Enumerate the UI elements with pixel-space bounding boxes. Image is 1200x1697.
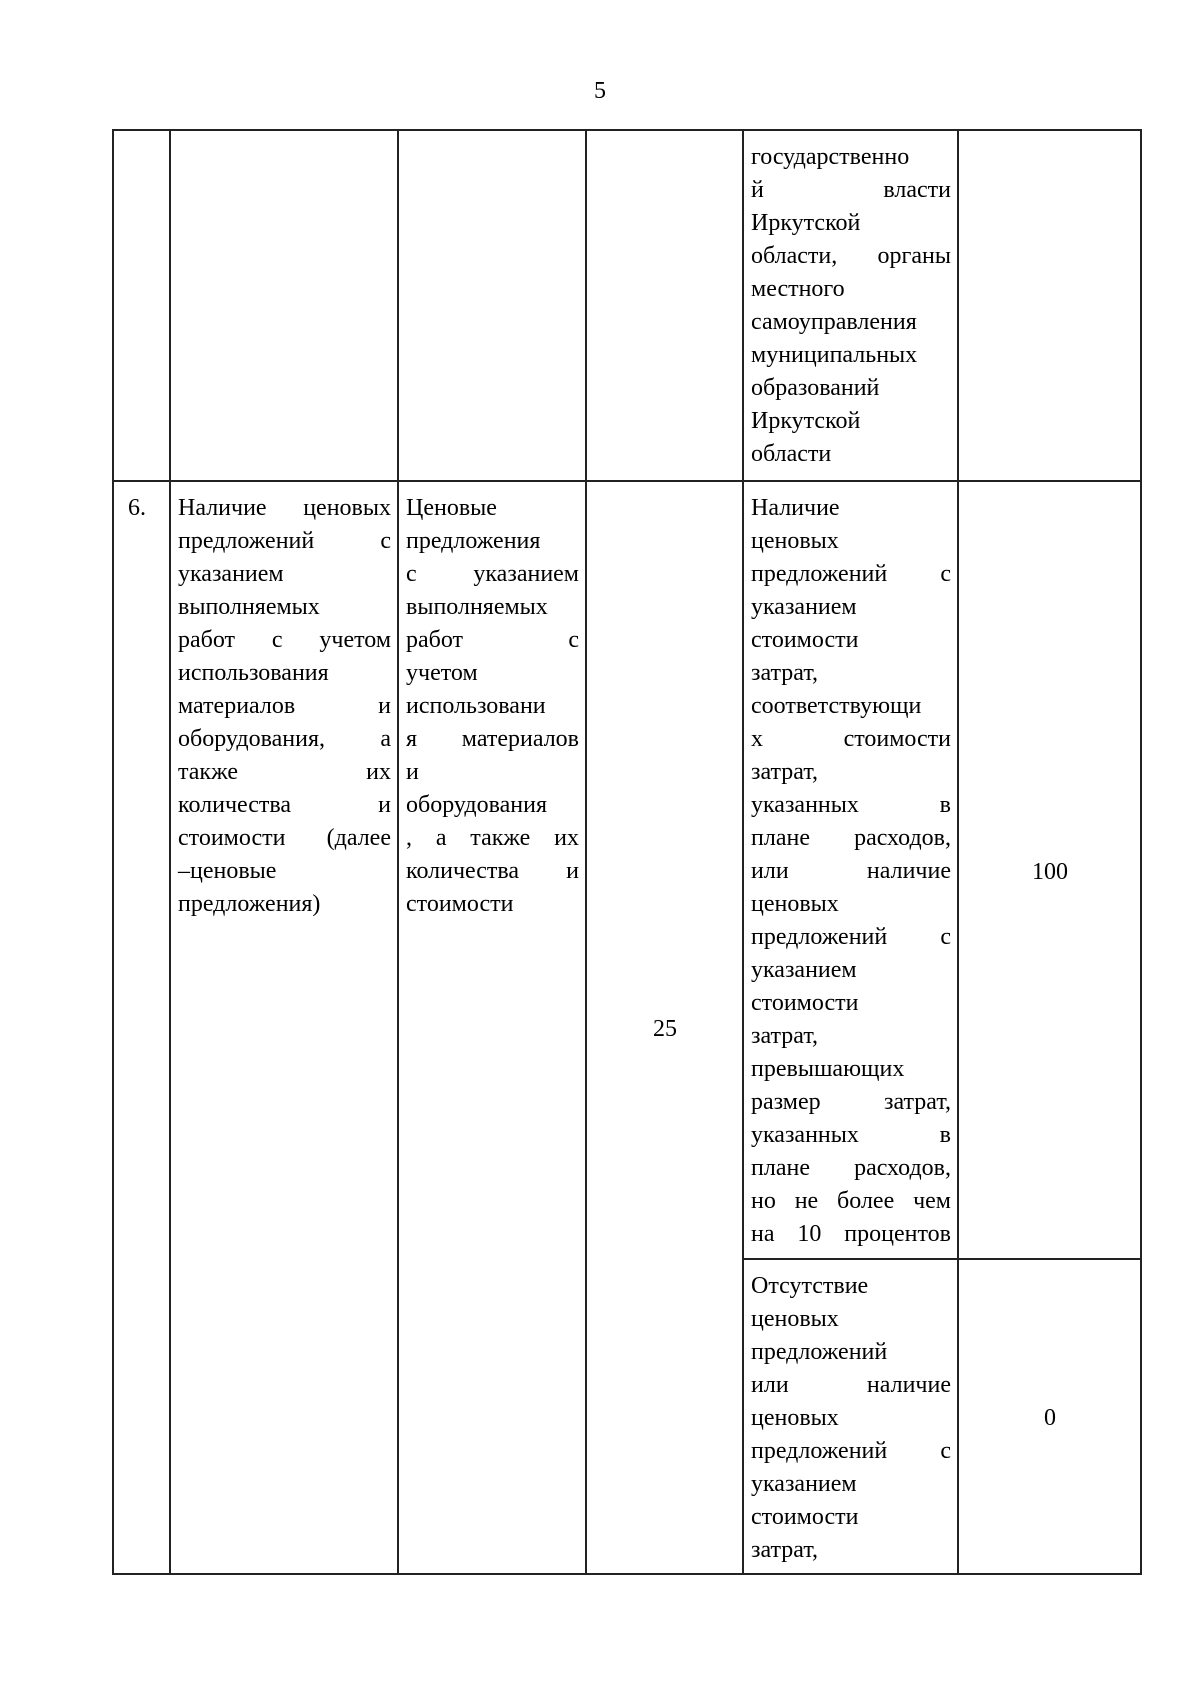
text-line: –ценовые bbox=[178, 858, 277, 884]
text-line: муниципальных bbox=[751, 342, 918, 368]
text-line: Иркутской bbox=[751, 408, 861, 434]
text-line: и bbox=[406, 759, 419, 785]
cell-option-2 bbox=[743, 1259, 958, 1574]
text-line: оборудования bbox=[406, 792, 547, 818]
option-2-text bbox=[751, 1270, 951, 1567]
cell-weight-empty bbox=[586, 130, 743, 481]
text-line: или наличие bbox=[751, 1372, 951, 1398]
text-line: Наличие ценовых bbox=[178, 495, 391, 521]
text-line: ценовых bbox=[751, 891, 839, 917]
page-number: 5 bbox=[594, 78, 606, 104]
text-line: на 10 процентов bbox=[751, 1221, 951, 1247]
text-line: местного bbox=[751, 276, 845, 302]
text-line: предложений с bbox=[751, 1438, 951, 1464]
text-line: выполняемых bbox=[406, 594, 548, 620]
text-line: предложений с bbox=[751, 561, 951, 587]
text-line: стоимости (далее bbox=[178, 825, 391, 851]
table-row-continuation bbox=[113, 130, 1141, 481]
text-line: предложений bbox=[751, 1339, 888, 1365]
text-line: использования bbox=[178, 660, 329, 686]
text-line: области bbox=[751, 441, 832, 467]
text-line: затрат, bbox=[751, 1537, 819, 1563]
text-line: затрат, bbox=[751, 660, 819, 686]
cell-score-1: 100 bbox=[958, 481, 1141, 1259]
text-line: материалов и bbox=[178, 693, 391, 719]
cell-criterion-empty bbox=[170, 130, 398, 481]
cell-criterion bbox=[170, 481, 398, 1574]
text-line: , а также их bbox=[406, 825, 579, 851]
text-line: указанием bbox=[751, 957, 857, 983]
cell-number-empty bbox=[113, 130, 170, 481]
text-line: указанием bbox=[751, 594, 857, 620]
text-line: работ с bbox=[406, 627, 579, 653]
text-line: или наличие bbox=[751, 858, 951, 884]
text-line: х стоимости bbox=[751, 726, 951, 752]
text-line: количества и bbox=[178, 792, 391, 818]
text-line: указанных в bbox=[751, 792, 951, 818]
cell-score-2: 0 bbox=[958, 1259, 1141, 1574]
option-1-text bbox=[751, 492, 951, 1251]
text-line: плане расходов, bbox=[751, 825, 951, 851]
option-text bbox=[751, 141, 951, 471]
text-line: учетом bbox=[406, 660, 478, 686]
table-row-6 bbox=[113, 481, 1141, 1259]
text-line: образований bbox=[751, 375, 880, 401]
cell-document bbox=[398, 481, 586, 1574]
text-line: стоимости bbox=[406, 891, 514, 917]
document-text bbox=[406, 492, 579, 921]
text-line: затрат, bbox=[751, 759, 819, 785]
text-line: предложений с bbox=[178, 528, 391, 554]
text-line: стоимости bbox=[751, 627, 859, 653]
text-line: плане расходов, bbox=[751, 1155, 951, 1181]
text-line: выполняемых bbox=[178, 594, 320, 620]
cell-option-1 bbox=[743, 481, 958, 1259]
text-line: предложения) bbox=[178, 891, 321, 917]
text-line: области, органы bbox=[751, 243, 951, 269]
text-line: предложений с bbox=[751, 924, 951, 950]
text-line: Наличие bbox=[751, 495, 840, 521]
text-line: количества и bbox=[406, 858, 579, 884]
text-line: также их bbox=[178, 759, 391, 785]
text-line: Отсутствие bbox=[751, 1273, 869, 1299]
text-line: самоуправления bbox=[751, 309, 917, 335]
text-line: стоимости bbox=[751, 990, 859, 1016]
text-line: й власти bbox=[751, 177, 951, 203]
text-line: стоимости bbox=[751, 1504, 859, 1530]
text-line: затрат, bbox=[751, 1023, 819, 1049]
text-line: указанием bbox=[751, 1471, 857, 1497]
text-line: государственно bbox=[751, 144, 910, 170]
text-line: ценовых bbox=[751, 1405, 839, 1431]
text-line: Ценовые bbox=[406, 495, 497, 521]
text-line: соответствующи bbox=[751, 693, 922, 719]
text-line: я материалов bbox=[406, 726, 579, 752]
text-line: работ с учетом bbox=[178, 627, 391, 653]
text-line: использовани bbox=[406, 693, 546, 719]
text-line: ценовых bbox=[751, 1306, 839, 1332]
text-line: оборудования, а bbox=[178, 726, 391, 752]
criteria-table bbox=[112, 129, 1142, 1575]
cell-score-empty bbox=[958, 130, 1141, 481]
text-line: ценовых bbox=[751, 528, 839, 554]
cell-document-empty bbox=[398, 130, 586, 481]
criterion-text bbox=[178, 492, 391, 921]
text-line: размер затрат, bbox=[751, 1089, 951, 1115]
text-line: но не более чем bbox=[751, 1188, 951, 1214]
text-line: указанием bbox=[178, 561, 284, 587]
cell-number: 6. bbox=[113, 481, 170, 1574]
text-line: с указанием bbox=[406, 561, 579, 587]
text-line: превышающих bbox=[751, 1056, 905, 1082]
text-line: Иркутской bbox=[751, 210, 861, 236]
text-line: указанных в bbox=[751, 1122, 951, 1148]
cell-option-continuation bbox=[743, 130, 958, 481]
cell-weight: 25 bbox=[586, 481, 743, 1574]
text-line: предложения bbox=[406, 528, 541, 554]
